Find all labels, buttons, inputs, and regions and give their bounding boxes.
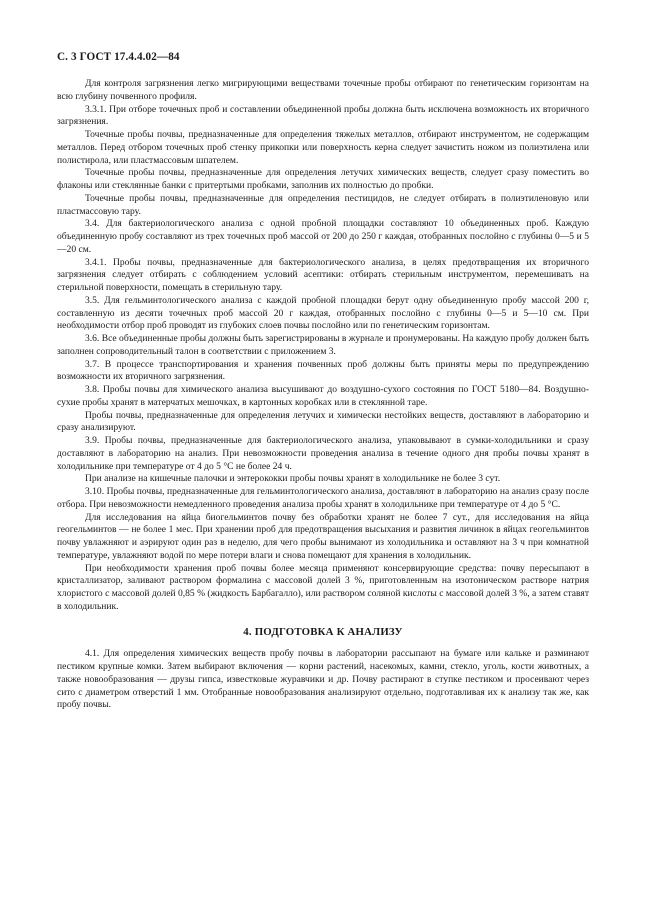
page-header: С. 3 ГОСТ 17.4.4.02—84 (57, 51, 180, 63)
paragraph: Точечные пробы почвы, предназначенные для определения летучих химических веществ, следует сразу поместить во флаконы или стеклянные банки с притертыми пробками, заполнив их полностью до пробки. (57, 167, 589, 191)
paragraph: При необходимости хранения проб почвы более месяца применяют консервирующие средства: почву пересыпают в кристаллизатор, заливают раствором формалина с массовой долей 3 %, приготовленным на изотоническом растворе натрия хлористого с массовой долей 0,85 % (жидкость Барбагалло), или раствором соляной кислоты с массовой долей 3 %, а затем ставят в холодильник. (57, 562, 589, 612)
paragraph: 3.5. Для гельминтологического анализа с каждой пробной площадки берут одну объединенную пробу массой 200 г, составленную из десяти точечных проб массой 20 г каждая, отобранных послойно с глубины 0—5 и 5—10 см. При необходимости отбор проб проводят из глубоких слоев почвы послойно или по генетическим горизонтам. (57, 294, 589, 332)
document-body (57, 78, 589, 712)
paragraph: Для исследования на яйца биогельминтов почву без обработки хранят не более 7 сут., для исследования на яйца геогельминтов — не более 1 мес. При хранении проб для предотвращения высыхания и развития личинок в яйцах геогельминтов почву увлажняют и аэрируют один раз в неделю, для чего пробы вынимают из холодильника и оставляют на 3 ч при комнатной температуре, увлажняют водой по мере потери влаги и снова помещают для хранения в холодильник. (57, 511, 589, 561)
paragraph: Пробы почвы, предназначенные для определения летучих и химически нестойких веществ, доставляют в лабораторию и сразу анализируют. (57, 409, 589, 434)
paragraph: 3.10. Пробы почвы, предназначенные для гельминтологического анализа, доставляют в лабораторию на анализ сразу после отбора. При невозможности немедленного проведения анализа пробы хранят в холодильнике при температуре от 4 до 5 °С. (57, 486, 589, 510)
paragraph: 3.7. В процессе транспортирования и хранения почвенных проб должны быть приняты меры по предупреждению возможности их вторичного загрязнения. (57, 358, 589, 383)
paragraph: 3.6. Все объединенные пробы должны быть зарегистрированы в журнале и пронумерованы. На каждую пробу должен быть заполнен сопроводительный талон в соответствии с приложением 3. (57, 333, 589, 357)
paragraph: 3.3.1. При отборе точечных проб и составлении объединенной пробы должна быть исключена возможность их вторичного загрязнения. (57, 103, 589, 128)
paragraph: 3.9. Пробы почвы, предназначенные для бактериологического анализа, упаковывают в сумки-холодильники и сразу доставляют в лабораторию на анализ. При невозможности проведения анализа в течение одного дня пробы почвы хранят в холодильнике при температуре от 4 до 5 °С не более 24 ч. (57, 435, 589, 472)
paragraph: 3.8. Пробы почвы для химического анализа высушивают до воздушно-сухого состояния по ГОСТ 5180—84. Воздушно-сухие пробы хранят в матерчатых мешочках, в картонных коробках или в стеклянной таре. (57, 384, 589, 408)
paragraph: Точечные пробы почвы, предназначенные для определения пестицидов, не следует отбирать в полиэтиленовую или пластмассовую тару. (57, 192, 589, 217)
section-heading: 4. ПОДГОТОВКА К АНАЛИЗУ (243, 625, 403, 638)
paragraph: Для контроля загрязнения легко мигрирующими веществами точечные пробы отбирают по генетическим горизонтам на всю глубину почвенного профиля. (57, 78, 589, 102)
paragraph: 3.4.1. Пробы почвы, предназначенные для бактериологического анализа, в целях предотвращения их вторичного загрязнения следует отбирать с соблюдением условий асептики: отбирать стерильным инструментом, перемешивать на стерильной поверхности, помещать в стерильную тару. (57, 256, 589, 293)
paragraph: 4.1. Для определения химических веществ пробу почвы в лаборатории рассыпают на бумаге или кальке и разминают пестиком крупные комки. Затем выбирают включения — корни растений, насекомых, камни, стекло, уголь, кости животных, а также новообразования — друзы гипса, известковые журавчики и др. Почву растирают в ступке пестиком и просеивают через сито с диаметром отверстий 1 мм. Отобранные новообразования анализируют отдельно, подготавливая их к анализу так же, как пробу почвы. (57, 648, 589, 711)
paragraph: 3.4. Для бактериологического анализа с одной пробной площадки составляют 10 объединенных проб. Каждую объединенную пробу составляют из трех точечных проб массой от 200 до 250 г каждая, отобранных послойно с глубины 0—5 и 5—20 см. (57, 218, 589, 255)
paragraph: При анализе на кишечные палочки и энтерококки пробы почвы хранят в холодильнике не более 3 сут. (85, 473, 501, 485)
paragraph: Точечные пробы почвы, предназначенные для определения тяжелых металлов, отбирают инструментом, не содержащим металлов. Перед отбором точечных проб стенку прикопки или поверхность керна следует зачистить ножом из полиэтилена или полистирола, или пластмассовым шпателем. (57, 129, 589, 166)
